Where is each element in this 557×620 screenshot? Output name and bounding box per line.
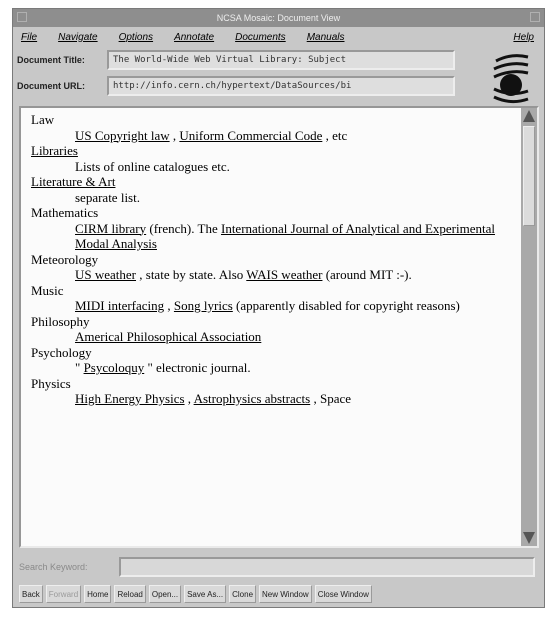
- clone-button[interactable]: Clone: [229, 585, 256, 603]
- search-row: [19, 557, 535, 577]
- entry-text: (apparently disabled for copyright reasons): [232, 298, 460, 313]
- entry-term: Mathematics: [31, 205, 99, 220]
- menu-help[interactable]: Help: [513, 31, 534, 43]
- entry-term: Philosophy: [31, 313, 90, 329]
- hyperlink[interactable]: WAIS weather: [246, 267, 323, 282]
- document-title-field[interactable]: The World-Wide Web Virtual Library: Subject: [107, 50, 455, 70]
- hyperlink[interactable]: High Energy Physics: [75, 391, 185, 406]
- forward-button: Forward: [46, 585, 81, 603]
- document-url-field[interactable]: http://info.cern.ch/hypertext/DataSources/bi: [107, 76, 455, 96]
- entry-text: ,: [169, 127, 180, 143]
- hyperlink[interactable]: MIDI interfacing: [75, 298, 165, 313]
- menu-options[interactable]: Options: [118, 31, 154, 43]
- menu-navigate[interactable]: Navigate: [58, 31, 98, 43]
- document-url-row: [13, 73, 544, 99]
- entry-description: [75, 360, 511, 376]
- home-button[interactable]: Home: [84, 585, 111, 603]
- maximize-icon[interactable]: [530, 12, 540, 22]
- entry-text: separate list.: [75, 189, 140, 205]
- window-menu-icon[interactable]: [17, 12, 27, 22]
- menu-bar: [13, 27, 544, 47]
- hyperlink[interactable]: International Journal of Analytical and Experimental Modal Analysis: [75, 220, 495, 251]
- document-content: [31, 112, 511, 407]
- menu-annotate[interactable]: Annotate: [174, 31, 215, 43]
- entry-text: ": [75, 360, 84, 375]
- entry-text: (around MIT :-).: [322, 267, 412, 282]
- hyperlink[interactable]: Uniform Commercial Code: [179, 127, 323, 143]
- document-title-row: [13, 47, 544, 73]
- title-bar[interactable]: [13, 9, 544, 27]
- entry-description: [75, 391, 511, 407]
- document-url-label: Document URL:: [17, 81, 85, 91]
- hyperlink[interactable]: US weather: [75, 267, 137, 282]
- entry-description: [75, 267, 511, 283]
- search-keyword-label: Search Keyword:: [19, 562, 88, 572]
- save-as-button[interactable]: Save As...: [184, 585, 226, 603]
- document-view[interactable]: [19, 106, 539, 548]
- hyperlink[interactable]: Americal Philosophical Association: [75, 329, 262, 344]
- navigation-button-bar: [19, 585, 375, 603]
- back-button[interactable]: Back: [19, 585, 43, 603]
- entry-description: [75, 128, 511, 144]
- entry-term: Law: [31, 112, 55, 127]
- entry-term: Physics: [31, 375, 71, 391]
- entry-term-link[interactable]: Libraries: [31, 143, 78, 158]
- entry-description: [75, 159, 511, 175]
- menu-documents[interactable]: Documents: [235, 31, 286, 43]
- ncsa-logo-icon[interactable]: [490, 51, 532, 109]
- entry-term: Meteorology: [31, 251, 99, 267]
- entry-term-link[interactable]: Literature & Art: [31, 174, 116, 189]
- close-window-button[interactable]: Close Window: [315, 585, 372, 603]
- entry-text: (french). The: [146, 220, 221, 236]
- search-keyword-input[interactable]: [119, 557, 535, 577]
- hyperlink[interactable]: US Copyright law: [75, 127, 170, 143]
- entry-description: [75, 329, 511, 345]
- entry-text: , etc: [322, 127, 348, 143]
- scroll-down-arrow-icon[interactable]: [523, 532, 535, 544]
- hyperlink[interactable]: CIRM library: [75, 220, 147, 236]
- entry-text: Lists of online catalogues etc.: [75, 158, 230, 174]
- entry-text: , state by state. Also: [136, 267, 247, 282]
- vertical-scrollbar[interactable]: [521, 108, 537, 546]
- scroll-up-arrow-icon[interactable]: [523, 110, 535, 122]
- entry-text: ,: [164, 298, 174, 313]
- entry-description: [75, 298, 511, 314]
- open-button[interactable]: Open...: [149, 585, 181, 603]
- document-title-label: Document Title:: [17, 55, 85, 65]
- hyperlink[interactable]: Astrophysics abstracts: [193, 391, 311, 406]
- new-window-button[interactable]: New Window: [259, 585, 312, 603]
- window-title: NCSA Mosaic: Document View: [216, 13, 341, 23]
- entry-term: Music: [31, 282, 64, 298]
- entry-term: Psychology: [31, 344, 92, 360]
- entry-text: ,: [184, 391, 194, 406]
- hyperlink[interactable]: Song lyrics: [173, 298, 233, 313]
- hyperlink[interactable]: Psycoloquy: [83, 360, 145, 375]
- entry-text: , Space: [310, 391, 352, 406]
- entry-description: [75, 190, 511, 206]
- reload-button[interactable]: Reload: [114, 585, 145, 603]
- menu-file[interactable]: File: [21, 31, 38, 43]
- scroll-thumb[interactable]: [523, 126, 535, 226]
- entry-text: " electronic journal.: [144, 360, 251, 375]
- entry-description: [75, 221, 511, 252]
- mosaic-window: [12, 8, 545, 608]
- menu-manuals[interactable]: Manuals: [306, 31, 345, 43]
